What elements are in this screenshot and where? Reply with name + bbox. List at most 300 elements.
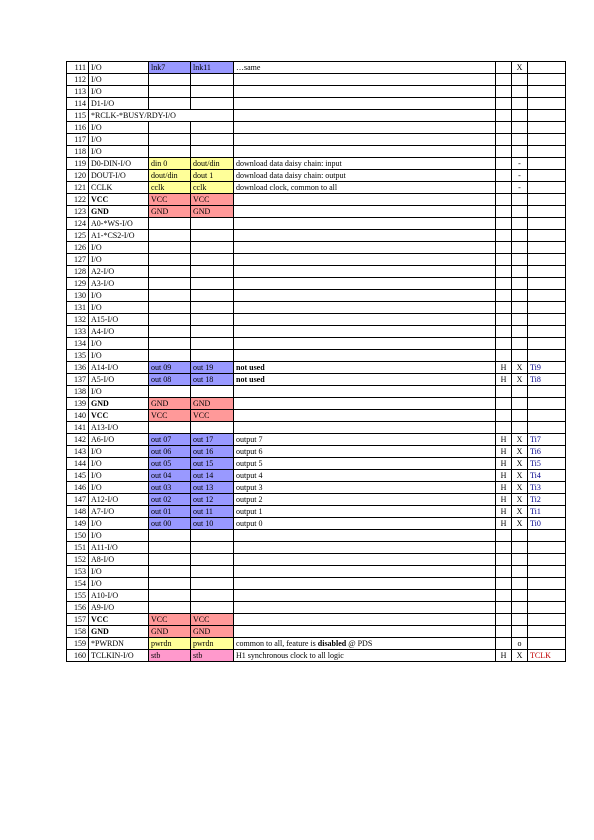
- description-cell: [234, 338, 496, 350]
- x-flag-cell: [512, 254, 528, 266]
- ti-cell: Ti9: [528, 362, 566, 374]
- x-flag-cell: -: [512, 158, 528, 170]
- table-row: [67, 170, 566, 182]
- description-cell: output 5: [234, 458, 496, 470]
- ti-cell: [528, 110, 566, 122]
- table-row: [67, 350, 566, 362]
- x-flag-cell: X: [512, 62, 528, 74]
- signal-a-cell: [149, 530, 191, 542]
- pin-function-cell: I/O: [89, 446, 149, 458]
- h-flag-cell: [496, 230, 512, 242]
- h-flag-cell: H: [496, 494, 512, 506]
- signal-b-cell: [191, 554, 234, 566]
- signal-a-cell: GND: [149, 206, 191, 218]
- signal-b-cell: out 13: [191, 482, 234, 494]
- signal-b-cell: out 12: [191, 494, 234, 506]
- x-flag-cell: -: [512, 170, 528, 182]
- h-flag-cell: [496, 578, 512, 590]
- signal-a-cell: [149, 146, 191, 158]
- description-cell: [234, 74, 496, 86]
- signal-b-cell: [191, 566, 234, 578]
- table-row: [67, 314, 566, 326]
- x-flag-cell: X: [512, 506, 528, 518]
- signal-a-cell: [149, 326, 191, 338]
- table-row: [67, 62, 566, 74]
- pin-number-cell: 136: [67, 362, 89, 374]
- table-row: [67, 566, 566, 578]
- ti-cell: [528, 338, 566, 350]
- ti-cell: Ti3: [528, 482, 566, 494]
- x-flag-cell: [512, 230, 528, 242]
- pin-function-cell: A9-I/O: [89, 602, 149, 614]
- ti-cell: [528, 62, 566, 74]
- table-row: [67, 626, 566, 638]
- description-cell: [234, 110, 496, 122]
- h-flag-cell: [496, 398, 512, 410]
- pin-number-cell: 146: [67, 482, 89, 494]
- signal-b-cell: out 19: [191, 362, 234, 374]
- pin-number-cell: 112: [67, 74, 89, 86]
- pin-function-cell: I/O: [89, 146, 149, 158]
- ti-cell: [528, 182, 566, 194]
- signal-a-cell: [149, 386, 191, 398]
- signal-b-cell: [191, 302, 234, 314]
- signal-b-cell: [191, 218, 234, 230]
- pin-function-cell: GND: [89, 626, 149, 638]
- ti-cell: [528, 638, 566, 650]
- pin-function-cell: A10-I/O: [89, 590, 149, 602]
- signal-b-cell: stb: [191, 650, 234, 662]
- x-flag-cell: X: [512, 518, 528, 530]
- x-flag-cell: [512, 350, 528, 362]
- signal-b-cell: [191, 602, 234, 614]
- description-cell: [234, 194, 496, 206]
- pin-number-cell: 124: [67, 218, 89, 230]
- h-flag-cell: [496, 254, 512, 266]
- pin-function-cell: A5-I/O: [89, 374, 149, 386]
- description-cell: [234, 254, 496, 266]
- x-flag-cell: [512, 266, 528, 278]
- pin-number-cell: 121: [67, 182, 89, 194]
- pin-number-cell: 152: [67, 554, 89, 566]
- h-flag-cell: H: [496, 434, 512, 446]
- table-row: [67, 242, 566, 254]
- pin-number-cell: 119: [67, 158, 89, 170]
- signal-b-cell: [191, 122, 234, 134]
- h-flag-cell: H: [496, 482, 512, 494]
- ti-cell: Ti2: [528, 494, 566, 506]
- table-row: [67, 470, 566, 482]
- signal-b-cell: dout 1: [191, 170, 234, 182]
- h-flag-cell: [496, 554, 512, 566]
- x-flag-cell: [512, 290, 528, 302]
- x-flag-cell: X: [512, 434, 528, 446]
- description-cell: not used: [234, 374, 496, 386]
- signal-b-cell: out 15: [191, 458, 234, 470]
- h-flag-cell: H: [496, 446, 512, 458]
- h-flag-cell: [496, 278, 512, 290]
- signal-b-cell: [191, 134, 234, 146]
- signal-b-cell: [191, 242, 234, 254]
- pin-number-cell: 125: [67, 230, 89, 242]
- ti-cell: Ti8: [528, 374, 566, 386]
- pin-number-cell: 156: [67, 602, 89, 614]
- signal-b-cell: [191, 578, 234, 590]
- description-cell: [234, 542, 496, 554]
- h-flag-cell: [496, 218, 512, 230]
- table-row: [67, 614, 566, 626]
- signal-b-cell: VCC: [191, 614, 234, 626]
- pin-function-cell: I/O: [89, 530, 149, 542]
- table-row: [67, 458, 566, 470]
- signal-a-cell: VCC: [149, 194, 191, 206]
- h-flag-cell: [496, 98, 512, 110]
- description-cell: [234, 638, 496, 650]
- pin-number-cell: 129: [67, 278, 89, 290]
- signal-b-cell: [191, 278, 234, 290]
- ti-cell: [528, 170, 566, 182]
- pin-number-cell: 150: [67, 530, 89, 542]
- x-flag-cell: X: [512, 482, 528, 494]
- pin-function-cell: A0-*WS-I/O: [89, 218, 149, 230]
- h-flag-cell: [496, 146, 512, 158]
- h-flag-cell: [496, 182, 512, 194]
- h-flag-cell: [496, 350, 512, 362]
- table-row: [67, 446, 566, 458]
- ti-cell: [528, 86, 566, 98]
- h-flag-cell: [496, 530, 512, 542]
- h-flag-cell: [496, 314, 512, 326]
- description-cell: [234, 626, 496, 638]
- h-flag-cell: [496, 590, 512, 602]
- signal-a-cell: cclk: [149, 182, 191, 194]
- signal-b-cell: out 11: [191, 506, 234, 518]
- ti-cell: [528, 398, 566, 410]
- description-cell: [234, 278, 496, 290]
- signal-b-cell: [191, 542, 234, 554]
- pin-function-cell: GND: [89, 398, 149, 410]
- h-flag-cell: [496, 86, 512, 98]
- signal-b-cell: [191, 86, 234, 98]
- pin-number-cell: 137: [67, 374, 89, 386]
- description-cell: output 6: [234, 446, 496, 458]
- pin-function-cell: I/O: [89, 578, 149, 590]
- ti-cell: Ti6: [528, 446, 566, 458]
- description-emphasis: disabled: [317, 639, 347, 648]
- pin-number-cell: 126: [67, 242, 89, 254]
- h-flag-cell: [496, 206, 512, 218]
- pin-number-cell: 131: [67, 302, 89, 314]
- x-flag-cell: X: [512, 374, 528, 386]
- pin-function-cell: I/O: [89, 62, 149, 74]
- pin-number-cell: 123: [67, 206, 89, 218]
- h-flag-cell: [496, 326, 512, 338]
- signal-a-cell: [149, 74, 191, 86]
- signal-a-cell: stb: [149, 650, 191, 662]
- pin-function-cell: I/O: [89, 458, 149, 470]
- table-row: [67, 122, 566, 134]
- description-cell: [234, 302, 496, 314]
- pin-function-cell: GND: [89, 206, 149, 218]
- signal-a-cell: [149, 350, 191, 362]
- ti-cell: [528, 218, 566, 230]
- ti-cell: [528, 422, 566, 434]
- ti-cell: [528, 350, 566, 362]
- pin-number-cell: 113: [67, 86, 89, 98]
- signal-a-cell: [149, 578, 191, 590]
- description-cell: not used: [234, 362, 496, 374]
- ti-cell: [528, 566, 566, 578]
- x-flag-cell: [512, 122, 528, 134]
- pin-function-cell: I/O: [89, 122, 149, 134]
- signal-a-cell: out 08: [149, 374, 191, 386]
- signal-b-cell: [191, 146, 234, 158]
- signal-a-cell: [149, 122, 191, 134]
- signal-b-cell: GND: [191, 626, 234, 638]
- ti-cell: [528, 278, 566, 290]
- description-cell: [234, 614, 496, 626]
- ti-cell: [528, 122, 566, 134]
- table-row: [67, 218, 566, 230]
- h-flag-cell: [496, 134, 512, 146]
- h-flag-cell: [496, 614, 512, 626]
- x-flag-cell: X: [512, 470, 528, 482]
- pin-number-cell: 158: [67, 626, 89, 638]
- signal-a-cell: out 04: [149, 470, 191, 482]
- description-cell: [234, 590, 496, 602]
- signal-b-cell: VCC: [191, 194, 234, 206]
- x-flag-cell: [512, 602, 528, 614]
- table-row: [67, 230, 566, 242]
- description-cell: [234, 86, 496, 98]
- pin-number-cell: 142: [67, 434, 89, 446]
- pin-function-cell: I/O: [89, 134, 149, 146]
- pin-assignment-sheet: [66, 61, 565, 662]
- x-flag-cell: [512, 626, 528, 638]
- pin-function-cell: D0-DIN-I/O: [89, 158, 149, 170]
- description-cell: output 0: [234, 518, 496, 530]
- h-flag-cell: H: [496, 506, 512, 518]
- ti-cell: Ti4: [528, 470, 566, 482]
- signal-b-cell: [191, 266, 234, 278]
- signal-b-cell: [191, 326, 234, 338]
- pin-number-cell: 122: [67, 194, 89, 206]
- signal-a-cell: out 07: [149, 434, 191, 446]
- signal-a-cell: lnk7: [149, 62, 191, 74]
- signal-b-cell: dout/din: [191, 158, 234, 170]
- x-flag-cell: [512, 422, 528, 434]
- h-flag-cell: [496, 302, 512, 314]
- pin-function-cell: A15-I/O: [89, 314, 149, 326]
- signal-a-cell: out 03: [149, 482, 191, 494]
- x-flag-cell: X: [512, 650, 528, 662]
- ti-cell: [528, 158, 566, 170]
- description-cell: [234, 242, 496, 254]
- description-cell: [234, 326, 496, 338]
- x-flag-cell: [512, 386, 528, 398]
- h-flag-cell: [496, 542, 512, 554]
- pin-assignment-table: [66, 61, 566, 662]
- description-cell: [234, 350, 496, 362]
- h-flag-cell: [496, 122, 512, 134]
- signal-b-cell: out 17: [191, 434, 234, 446]
- h-flag-cell: [496, 410, 512, 422]
- table-row: [67, 362, 566, 374]
- x-flag-cell: [512, 590, 528, 602]
- description-cell: [234, 410, 496, 422]
- pin-number-cell: 132: [67, 314, 89, 326]
- pin-function-cell: A1-*CS2-I/O: [89, 230, 149, 242]
- ti-cell: [528, 302, 566, 314]
- ti-cell: [528, 230, 566, 242]
- description-cell: [234, 290, 496, 302]
- pin-number-cell: 160: [67, 650, 89, 662]
- signal-b-cell: cclk: [191, 182, 234, 194]
- table-row: [67, 518, 566, 530]
- ti-cell: [528, 578, 566, 590]
- table-row: [67, 98, 566, 110]
- pin-function-cell: VCC: [89, 194, 149, 206]
- signal-a-cell: [149, 266, 191, 278]
- pin-function-cell: I/O: [89, 74, 149, 86]
- table-row: [67, 266, 566, 278]
- pin-function-cell: VCC: [89, 410, 149, 422]
- pin-function-cell: TCLKIN-I/O: [89, 650, 149, 662]
- table-row: [67, 578, 566, 590]
- signal-b-cell: lnk11: [191, 62, 234, 74]
- x-flag-cell: X: [512, 458, 528, 470]
- description-cell: output 1: [234, 506, 496, 518]
- signal-b-cell: out 18: [191, 374, 234, 386]
- h-flag-cell: [496, 338, 512, 350]
- signal-a-cell: [149, 278, 191, 290]
- description-cell: [234, 266, 496, 278]
- table-row: [67, 326, 566, 338]
- h-flag-cell: [496, 74, 512, 86]
- table-row: [67, 134, 566, 146]
- description-text: @ PDS: [346, 639, 373, 648]
- pin-number-cell: 127: [67, 254, 89, 266]
- x-flag-cell: [512, 278, 528, 290]
- table-row: [67, 338, 566, 350]
- pin-number-cell: 133: [67, 326, 89, 338]
- signal-a-cell: out 01: [149, 506, 191, 518]
- table-row: [67, 482, 566, 494]
- pin-function-cell: A4-I/O: [89, 326, 149, 338]
- signal-b-cell: out 16: [191, 446, 234, 458]
- ti-cell: [528, 206, 566, 218]
- x-flag-cell: X: [512, 362, 528, 374]
- x-flag-cell: [512, 110, 528, 122]
- signal-a-cell: [149, 86, 191, 98]
- description-cell: [234, 314, 496, 326]
- signal-a-cell: [149, 566, 191, 578]
- h-flag-cell: [496, 158, 512, 170]
- table-row: [67, 410, 566, 422]
- h-flag-cell: H: [496, 518, 512, 530]
- signal-a-cell: out 09: [149, 362, 191, 374]
- x-flag-cell: [512, 86, 528, 98]
- signal-a-cell: [149, 98, 191, 110]
- h-flag-cell: [496, 62, 512, 74]
- pin-function-cell: A8-I/O: [89, 554, 149, 566]
- pin-function-cell: I/O: [89, 290, 149, 302]
- signal-a-cell: [149, 590, 191, 602]
- signal-a-cell: [149, 218, 191, 230]
- pin-number-cell: 147: [67, 494, 89, 506]
- table-row: [67, 506, 566, 518]
- signal-b-cell: pwrdn: [191, 638, 234, 650]
- table-row: [67, 194, 566, 206]
- description-cell: [234, 206, 496, 218]
- x-flag-cell: [512, 542, 528, 554]
- ti-cell: [528, 242, 566, 254]
- table-row: [67, 206, 566, 218]
- table-row: [67, 494, 566, 506]
- signal-a-cell: GND: [149, 398, 191, 410]
- pin-function-cell: A2-I/O: [89, 266, 149, 278]
- signal-a-cell: din 0: [149, 158, 191, 170]
- description-cell: download clock, common to all: [234, 182, 496, 194]
- description-cell: [234, 122, 496, 134]
- x-flag-cell: X: [512, 494, 528, 506]
- pin-number-cell: 144: [67, 458, 89, 470]
- x-flag-cell: [512, 578, 528, 590]
- ti-cell: [528, 98, 566, 110]
- signal-a-cell: VCC: [149, 614, 191, 626]
- pin-number-cell: 128: [67, 266, 89, 278]
- x-flag-cell: [512, 614, 528, 626]
- pin-number-cell: 130: [67, 290, 89, 302]
- description-cell: [234, 566, 496, 578]
- x-flag-cell: [512, 74, 528, 86]
- table-row: [67, 530, 566, 542]
- description-cell: [234, 230, 496, 242]
- signal-b-cell: [191, 590, 234, 602]
- signal-b-cell: [191, 254, 234, 266]
- ti-cell: Ti0: [528, 518, 566, 530]
- h-flag-cell: [496, 194, 512, 206]
- pin-number-cell: 149: [67, 518, 89, 530]
- x-flag-cell: [512, 146, 528, 158]
- ti-cell: [528, 542, 566, 554]
- description-text: common to all, feature is: [236, 639, 318, 648]
- signal-b-cell: [191, 98, 234, 110]
- description-cell: [234, 218, 496, 230]
- description-cell: [234, 146, 496, 158]
- pin-number-cell: 140: [67, 410, 89, 422]
- description-cell: download data daisy chain: output: [234, 170, 496, 182]
- signal-b-cell: [191, 530, 234, 542]
- signal-a-cell: GND: [149, 626, 191, 638]
- description-cell: output 3: [234, 482, 496, 494]
- pin-number-cell: 134: [67, 338, 89, 350]
- pin-number-cell: 153: [67, 566, 89, 578]
- description-cell: [234, 554, 496, 566]
- pin-function-cell: D1-I/O: [89, 98, 149, 110]
- pin-function-cell: I/O: [89, 518, 149, 530]
- h-flag-cell: H: [496, 374, 512, 386]
- description-cell: [234, 134, 496, 146]
- signal-a-cell: [149, 338, 191, 350]
- pin-function-cell: A7-I/O: [89, 506, 149, 518]
- table-row: [67, 650, 566, 662]
- x-flag-cell: [512, 338, 528, 350]
- table-row: [67, 602, 566, 614]
- x-flag-cell: [512, 98, 528, 110]
- pin-function-cell: I/O: [89, 338, 149, 350]
- signal-a-cell: [149, 254, 191, 266]
